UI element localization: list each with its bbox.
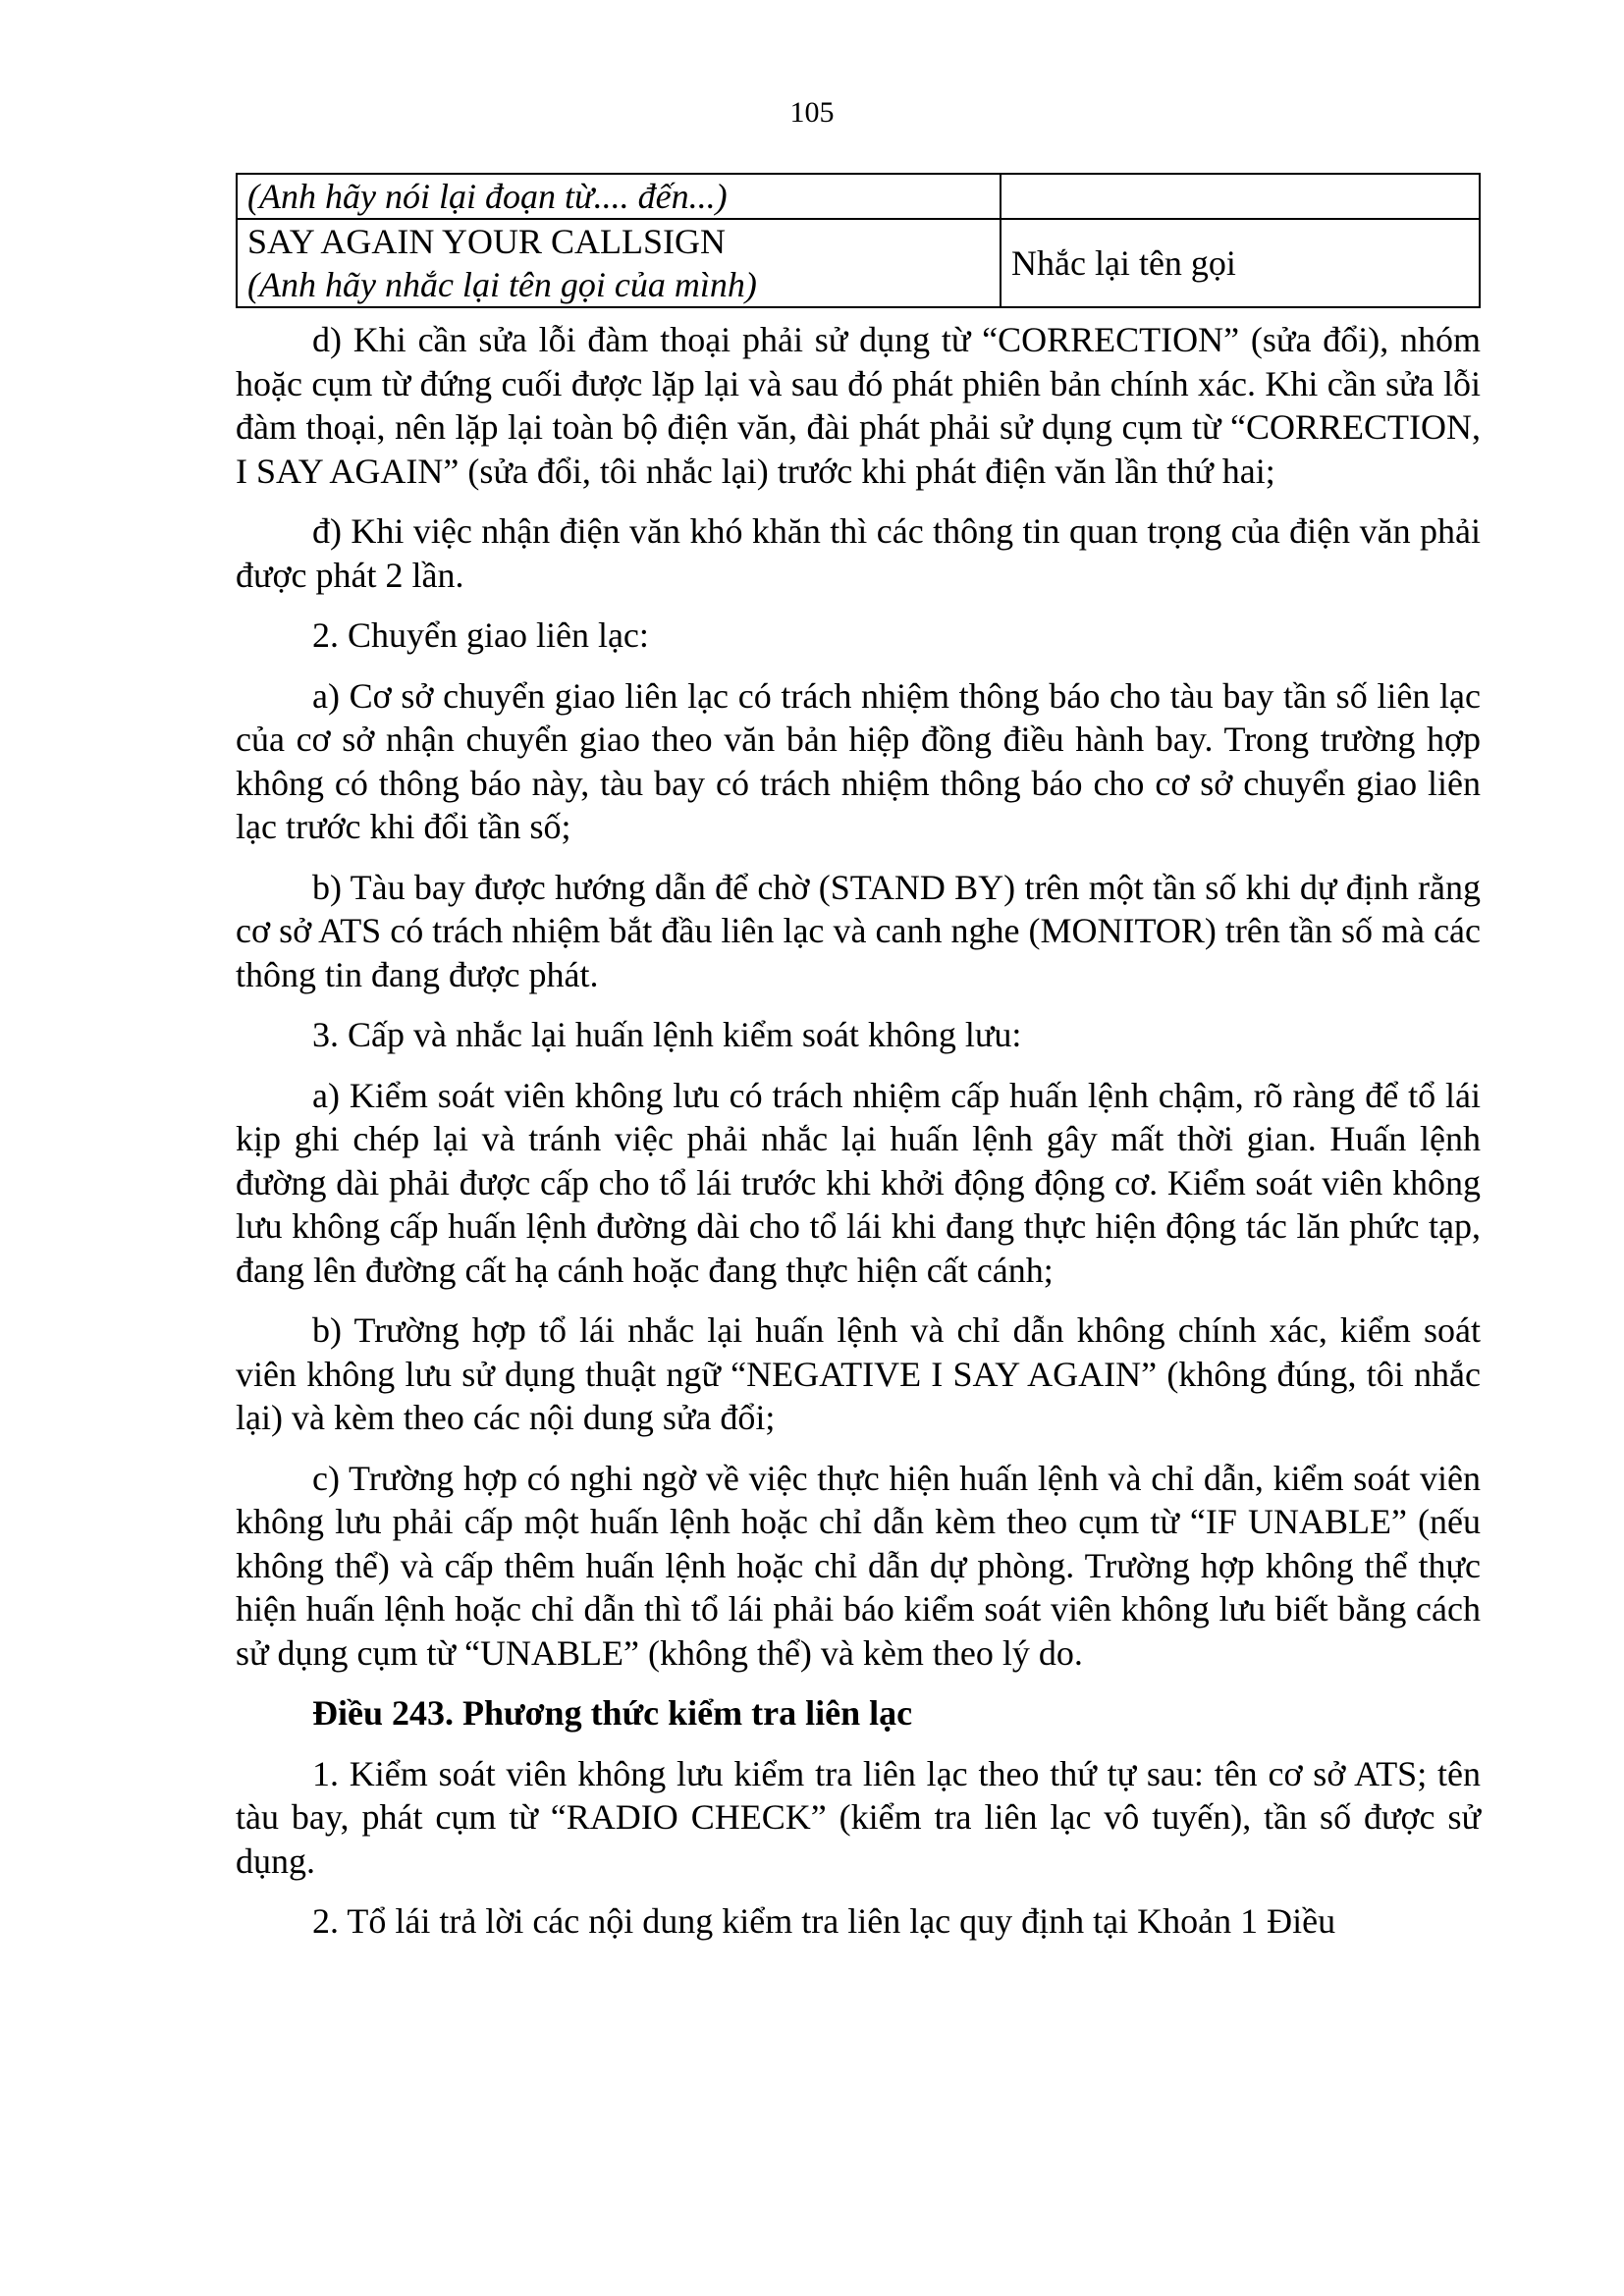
paragraph: 3. Cấp và nhắc lại huấn lệnh kiểm soát không lưu: <box>312 1015 1022 1054</box>
phrase-translation: (Anh hãy nói lại đoạn từ.... đến...) <box>247 177 728 216</box>
body-text <box>236 318 1481 1944</box>
phraseology-table <box>236 173 1481 308</box>
table-row <box>237 219 1480 307</box>
paragraph: c) Trường hợp có nghi ngờ về việc thực hiện huấn lệnh và chỉ dẫn, kiểm soát viên không lưu phải cấp một huấn lệnh hoặc chỉ dẫn kèm theo cụm từ “IF UNABLE” (nếu không thể) và cấp thêm huấn lệnh hoặc chỉ dẫn dự phòng. Trường hợp không thể thực hiện huấn lệnh hoặc chỉ dẫn thì tổ lái phải báo kiểm soát viên không lưu biết bằng cách sử dụng cụm từ “UNABLE” (không thể) và kèm theo lý do. <box>236 1458 1481 1673</box>
paragraph: 1. Kiểm soát viên không lưu kiểm tra liên lạc theo thứ tự sau: tên cơ sở ATS; tên tàu bay, phát cụm từ “RADIO CHECK” (kiểm tra liên lạc vô tuyến), tần số được sử dụng. <box>236 1753 1481 1881</box>
page-number: 105 <box>789 96 835 129</box>
table-cell-meaning: Nhắc lại tên gọi <box>1001 219 1480 307</box>
paragraph: a) Cơ sở chuyển giao liên lạc có trách nhiệm thông báo cho tàu bay tần số liên lạc của cơ sở nhận chuyển giao theo văn bản hiệp đồng điều hành bay. Trong trường hợp không có thông báo này, tàu bay có trách nhiệm thông báo cho cơ sở chuyển giao liên lạc trước khi đổi tần số; <box>236 675 1481 846</box>
paragraph: b) Trường hợp tổ lái nhắc lại huấn lệnh và chỉ dẫn không chính xác, kiểm soát viên không lưu sử dụng thuật ngữ “NEGATIVE I SAY AGAIN” (không đúng, tôi nhắc lại) và kèm theo các nội dung sửa đổi; <box>236 1310 1481 1437</box>
table-cell-phrase <box>237 219 1001 307</box>
paragraph: 2. Tổ lái trả lời các nội dung kiểm tra liên lạc quy định tại Khoản 1 Điều <box>312 1901 1336 1941</box>
table-row <box>237 174 1480 219</box>
paragraph: a) Kiểm soát viên không lưu có trách nhiệm cấp huấn lệnh chậm, rõ ràng để tổ lái kịp ghi chép lại và tránh việc phải nhắc lại huấn lệnh gây mất thời gian. Huấn lệnh đường dài phải được cấp cho tổ lái trước khi khởi động động cơ. Kiểm soát viên không lưu không cấp huấn lệnh đường dài cho tổ lái khi đang thực hiện động tác lăn phức tạp, đang lên đường cất hạ cánh hoặc đang thực hiện cất cánh; <box>236 1075 1481 1290</box>
paragraph: đ) Khi việc nhận điện văn khó khăn thì các thông tin quan trọng của điện văn phải được phát 2 lần. <box>236 511 1481 595</box>
phrase-translation: (Anh hãy nhắc lại tên gọi của mình) <box>247 265 757 304</box>
page-content <box>236 173 1481 1960</box>
phrase-text: SAY AGAIN YOUR CALLSIGN <box>247 222 727 261</box>
table-cell-phrase <box>237 174 1001 219</box>
paragraph: b) Tàu bay được hướng dẫn để chờ (STAND BY) trên một tần số khi dự định rằng cơ sở ATS có trách nhiệm bắt đầu liên lạc và canh nghe (MONITOR) trên tần số mà các thông tin đang được phát. <box>236 867 1481 994</box>
article-heading: Điều 243. Phương thức kiểm tra liên lạc <box>312 1693 913 1733</box>
table-cell-meaning <box>1001 174 1480 219</box>
paragraph: d) Khi cần sửa lỗi đàm thoại phải sử dụng từ “CORRECTION” (sửa đổi), nhóm hoặc cụm từ đứng cuối được lặp lại và sau đó phát phiên bản chính xác. Khi cần sửa lỗi đàm thoại, nên lặp lại toàn bộ điện văn, đài phát phải sử dụng cụm từ “CORRECTION, I SAY AGAIN” (sửa đổi, tôi nhắc lại) trước khi phát điện văn lần thứ hai; <box>236 320 1481 491</box>
paragraph: 2. Chuyển giao liên lạc: <box>312 615 649 655</box>
